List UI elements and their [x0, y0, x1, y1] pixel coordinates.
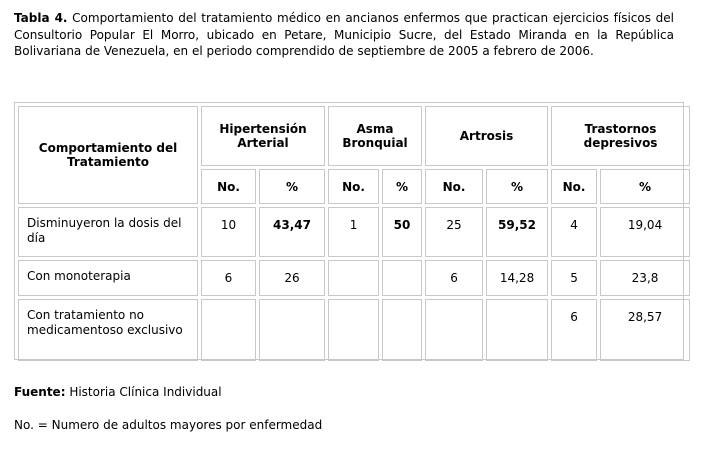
- table-cell: [382, 260, 422, 296]
- subheader-no: No.: [201, 169, 256, 204]
- table-cell: 6: [551, 299, 597, 361]
- subheader-no: No.: [425, 169, 483, 204]
- subheader-pct: %: [259, 169, 325, 204]
- header-row-groups: [18, 106, 690, 166]
- row-label: Con monoterapia: [18, 260, 198, 296]
- table-cell: 50: [382, 207, 422, 257]
- table-caption: [14, 10, 674, 60]
- table-cell: 23,8: [600, 260, 690, 296]
- group-header-asma: Asma Bronquial: [328, 106, 422, 166]
- table-cell: [259, 299, 325, 361]
- table-cell: 4: [551, 207, 597, 257]
- table-cell: 59,52: [486, 207, 548, 257]
- table-cell: 5: [551, 260, 597, 296]
- group-header-artrosis: Artrosis: [425, 106, 548, 166]
- source-footnote: [14, 385, 222, 399]
- row-header: Comportamiento del Tratamiento: [18, 106, 198, 204]
- table-row: [18, 260, 690, 296]
- source-text: Historia Clínica Individual: [65, 385, 222, 399]
- table-cell: 25: [425, 207, 483, 257]
- subheader-pct: %: [600, 169, 690, 204]
- table-cell: 10: [201, 207, 256, 257]
- table-cell: 19,04: [600, 207, 690, 257]
- abbreviation-footnote: No. = Numero de adultos mayores por enfermedad: [14, 418, 323, 432]
- subheader-pct: %: [486, 169, 548, 204]
- table-cell: [382, 299, 422, 361]
- caption-label: Tabla 4.: [14, 11, 68, 25]
- data-table: [15, 103, 693, 364]
- group-header-trastornos: Trastornos depresivos: [551, 106, 690, 166]
- data-table-container: [14, 102, 684, 360]
- subheader-no: No.: [328, 169, 379, 204]
- row-label: Disminuyeron la dosis del día: [18, 207, 198, 257]
- table-cell: [201, 299, 256, 361]
- table-cell: 28,57: [600, 299, 690, 361]
- table-row: [18, 299, 690, 361]
- table-cell: [425, 299, 483, 361]
- subheader-pct: %: [382, 169, 422, 204]
- table-cell: 43,47: [259, 207, 325, 257]
- table-cell: 26: [259, 260, 325, 296]
- table-row: [18, 207, 690, 257]
- group-header-hipertension: Hipertensión Arterial: [201, 106, 325, 166]
- table-cell: [328, 260, 379, 296]
- subheader-no: No.: [551, 169, 597, 204]
- table-cell: 6: [201, 260, 256, 296]
- table-cell: 6: [425, 260, 483, 296]
- table-cell: [328, 299, 379, 361]
- table-cell: 1: [328, 207, 379, 257]
- table-cell: [486, 299, 548, 361]
- row-label: Con tratamiento no medicamentoso exclusivo: [18, 299, 198, 361]
- caption-text: Comportamiento del tratamiento médico en ancianos enfermos que practican ejercicios físicos del Consultorio Popular El Morro, ubicado en Petare, Municipio Sucre, del Estado Miranda en la República Bolivariana de Venezuela, en el periodo comprendido de septiembre de 2005 a febrero de 2006.: [14, 11, 675, 58]
- table-cell: 14,28: [486, 260, 548, 296]
- source-label: Fuente:: [14, 385, 66, 399]
